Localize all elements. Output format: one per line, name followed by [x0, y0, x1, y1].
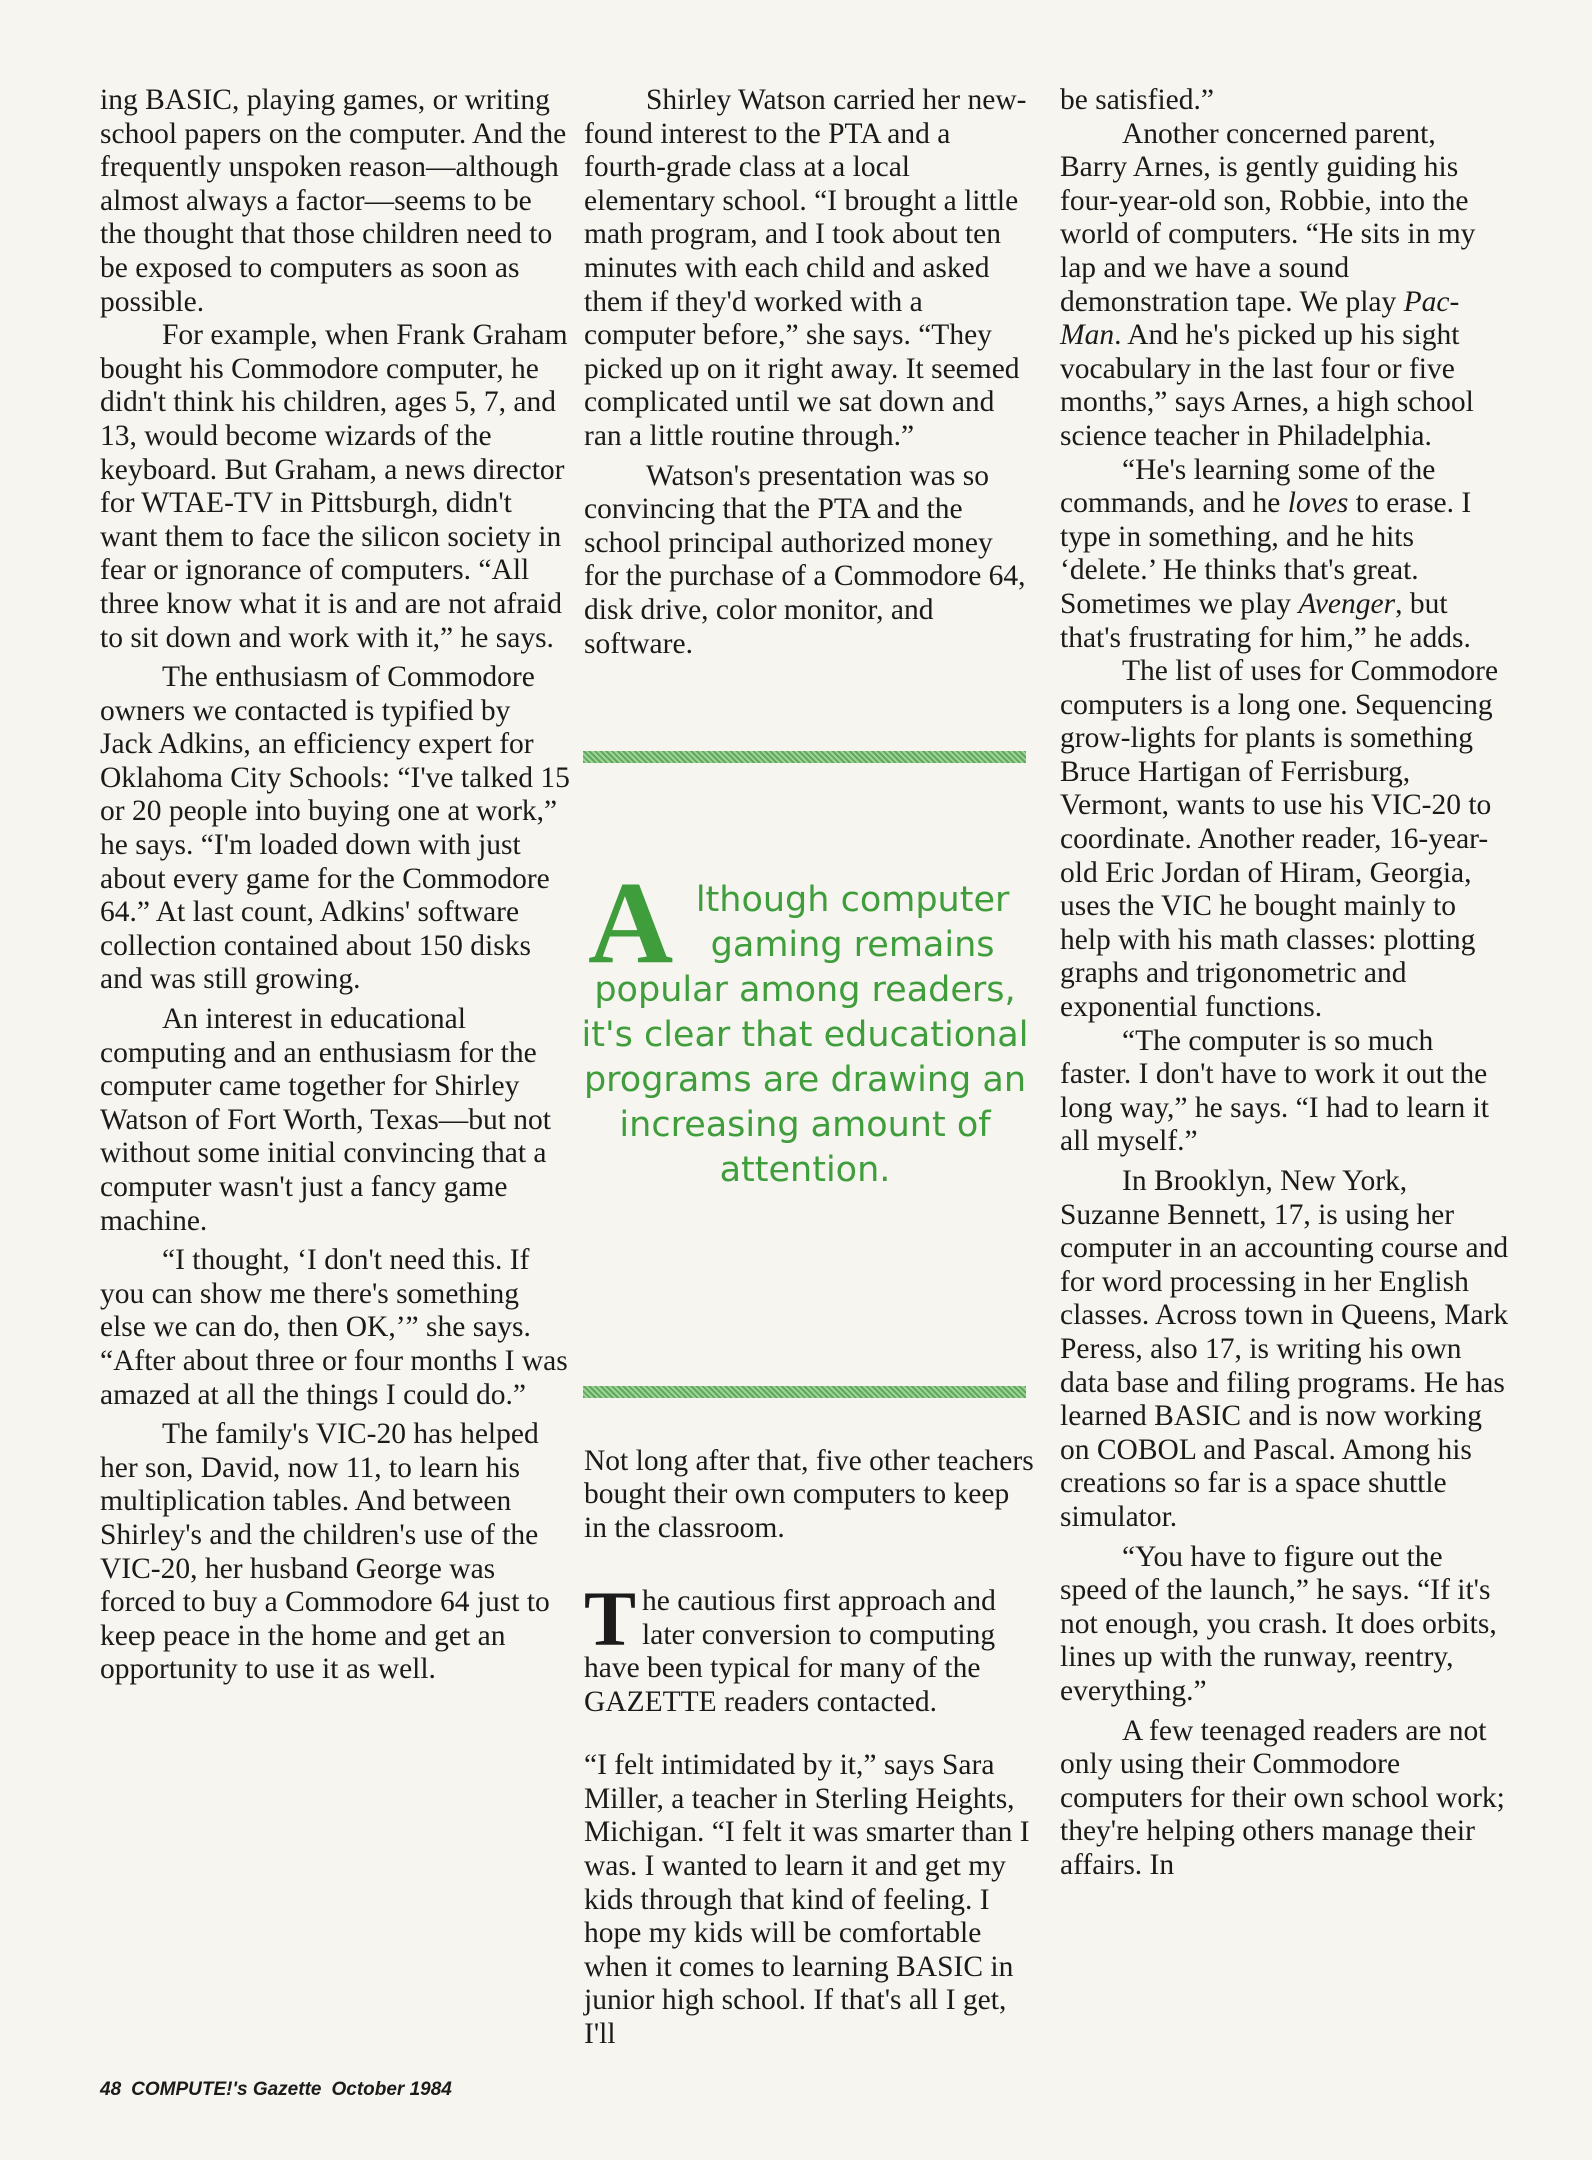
- drop-cap: T: [584, 1575, 637, 1663]
- paragraph: The list of uses for Commodore computers is a long one. Sequencing grow-lights for plants is something Bruce Hartigan of Ferrisburg, Vermont, wants to use his VIC-20 to coordinate. Another reader, 16-year-old Eric Jordan of Hiram, Georgia, uses the VIC he bought mainly to help with his math classes: plotting graphs and trigonometric and exponential functions.: [1060, 655, 1499, 1024]
- divider-rule-top: [583, 751, 1026, 763]
- game-title: Pac-Man: [1060, 285, 1460, 352]
- paragraph: Not long after that, five other teachers bought their own computers to keep in the classroom.: [584, 1444, 1034, 1544]
- issue-date: October 1984: [331, 2079, 452, 2100]
- paragraph: “I thought, ‘I don't need this. If you can show me there's something else we can do, then OK,’” she says. “After about three or four months I was amazed at all the things I could do.”: [100, 1244, 568, 1411]
- paragraph: The family's VIC-20 has helped her son, David, now 11, to learn his multiplication tables. And between Shirley's and the children's use of the VIC-20, her husband George was forced to buy a Commodore 64 just to keep peace in the home and get an opportunity to use it as well.: [100, 1418, 550, 1686]
- article-column-2-top: [584, 84, 1034, 661]
- section-opening: The cautious first approach and later conversion to computing have been typical for many of the GAZETTE readers contacted.: [584, 1575, 996, 1719]
- pull-quote-initial: A: [588, 857, 674, 988]
- pull-quote-text: lthough computer gaming remains popular among readers, it's clear that educational programs are drawing an increasing amount of attention.: [581, 880, 1029, 1190]
- paragraph: “I felt intimidated by it,” says Sara Miller, a teacher in Sterling Heights, Michigan. “I felt it was smarter than I was. I wanted to learn it and get my kids through that kind of feeling. I hope my kids will be comfortable when it comes to learning BASIC in junior high school. If that's all I get, I'll: [584, 1749, 1030, 2050]
- magazine-name: COMPUTE!'s Gazette: [131, 2079, 322, 2100]
- paragraph: be satisfied.”: [1060, 84, 1214, 116]
- paragraph: Another concerned parent, Barry Arnes, is gently guiding his four-year-old son, Robbie, into the world of computers. “He sits in my lap and we have a sound demonstration tape. We play Pac-Man. And he's picked up his sight vocabulary in the last four or five months,” says Arnes, a high school science teacher in Philadelphia.: [1060, 117, 1476, 452]
- divider-rule-bottom: [583, 1386, 1026, 1398]
- paragraph: For example, when Frank Graham bought his Commodore computer, he didn't think his children, ages 5, 7, and 13, would become wizards of the keyboard. But Graham, a news director for WTAE-TV in Pittsburgh, didn't want them to face the silicon society in fear or ignorance of computers. “All three know what it is and are not afraid to sit down and work with it,” he says.: [100, 319, 568, 654]
- article-column-3: [1060, 84, 1510, 1882]
- paragraph: The enthusiasm of Commodore owners we contacted is typified by Jack Adkins, an efficiency expert for Oklahoma City Schools: “I've talked 15 or 20 people into buying one at work,” he says. “I'm loaded down with just about every game for the Commodore 64.” At last count, Adkins' software collection contained about 150 disks and was still growing.: [100, 661, 570, 996]
- paragraph: Shirley Watson carried her new-found interest to the PTA and a fourth-grade class at a local elementary school. “I brought a little math program, and I took about ten minutes with each child and asked them if they'd worked with a computer before,” she says. “They picked up on it right away. It seemed complicated until we sat down and ran a little routine through.”: [584, 84, 1027, 452]
- paragraph: Watson's presentation was so convincing that the PTA and the school principal authorized money for the purchase of a Commodore 64, disk drive, color monitor, and software.: [584, 459, 1026, 660]
- game-title: Avenger: [1298, 587, 1396, 620]
- article-column-2-bottom: [584, 1415, 1034, 2081]
- paragraph: “He's learning some of the commands, and he loves to erase. I type in something, and he hits ‘delete.’ He thinks that's great. Sometimes we play Avenger, but that's frustrating for him,” he adds.: [1060, 453, 1472, 654]
- page-number: 48: [100, 2079, 122, 2100]
- paragraph: “You have to figure out the speed of the launch,” he says. “If it's not enough, you crash. It does orbits, lines up with the runway, reentry, everything.”: [1060, 1540, 1497, 1707]
- paragraph: In Brooklyn, New York, Suzanne Bennett, 17, is using her computer in an accounting course and for word processing in her English classes. Across town in Queens, Mark Peress, also 17, is writing his own data base and filing programs. He has learned BASIC and is now working on COBOL and Pascal. Among his creations so far is a space shuttle simulator.: [1060, 1165, 1509, 1533]
- paragraph: ing BASIC, playing games, or writing school papers on the computer. And the frequently unspoken reason—although almost always a factor—seems to be the thought that those children need to be exposed to computers as soon as possible.: [100, 84, 567, 318]
- emphasis: loves: [1287, 487, 1349, 520]
- paragraph: An interest in educational computing and an enthusiasm for the computer came together for Shirley Watson of Fort Worth, Texas—but not without some initial convincing that a computer wasn't just a fancy game machine.: [100, 1003, 551, 1237]
- paragraph: “The computer is so much faster. I don't have to work it out the long way,” he says. “I had to learn it all myself.”: [1060, 1024, 1489, 1158]
- article-column-1: [100, 84, 570, 1687]
- page-footer: [100, 2079, 462, 2101]
- paragraph: A few teenaged readers are not only using their Commodore computers for their own school work; they're helping others manage their affairs. In: [1060, 1714, 1505, 1881]
- pull-quote: [580, 857, 1030, 1193]
